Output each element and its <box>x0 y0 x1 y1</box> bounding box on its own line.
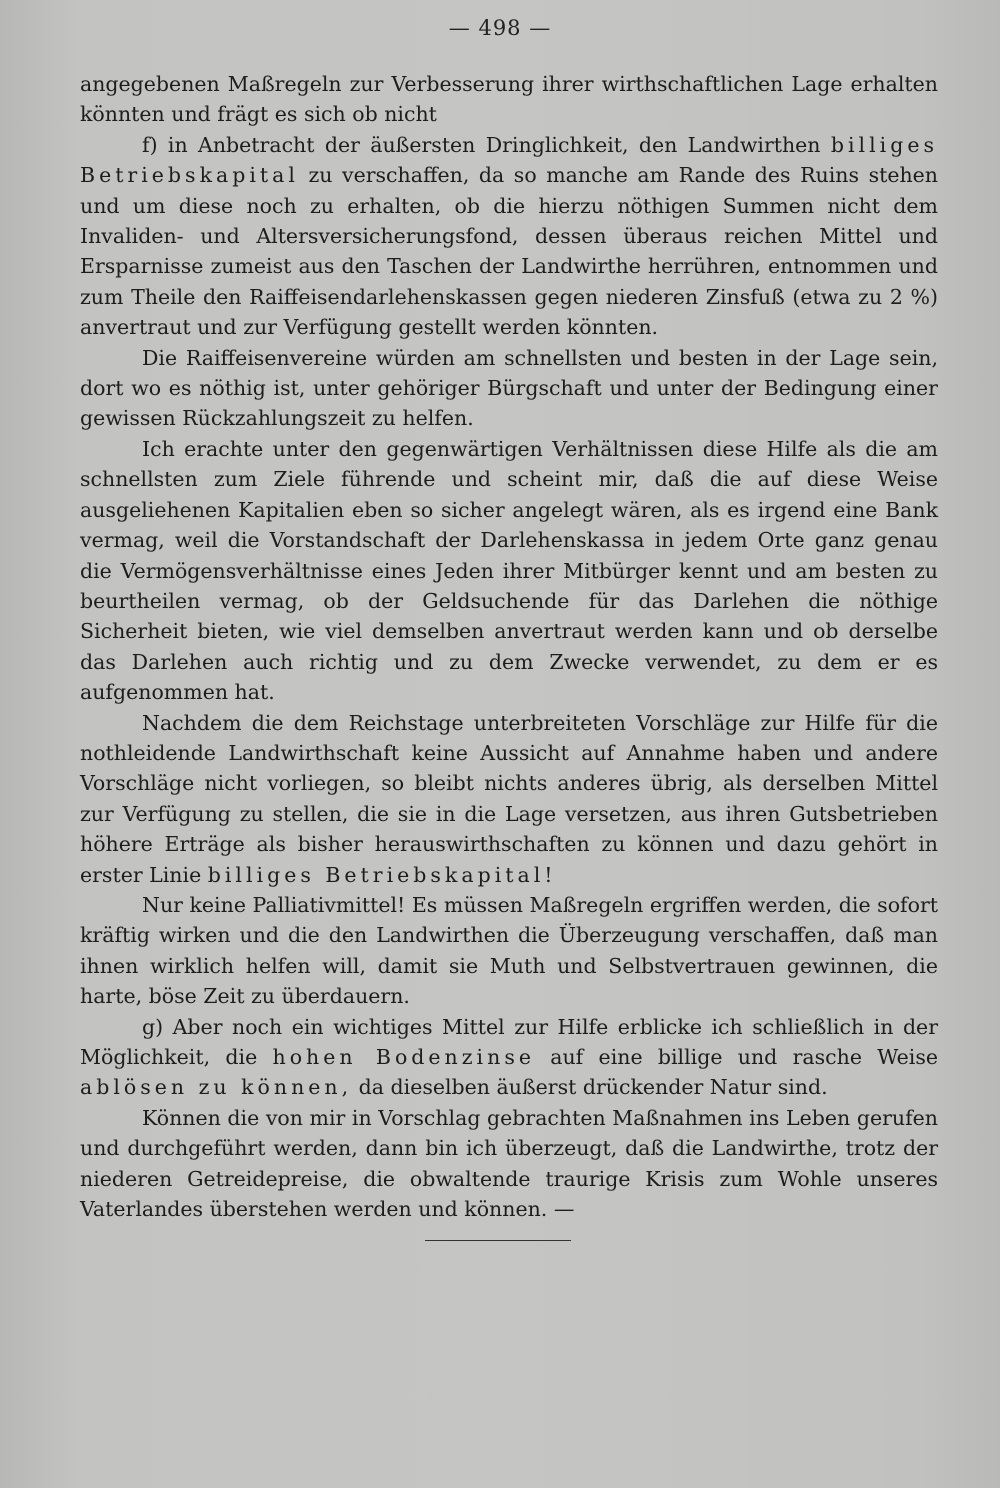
paragraph-continuation: angegebenen Maßregeln zur Verbesserung ihrer wirthschaftlichen Lage erhalten könnten und frägt es sich ob nicht <box>80 72 938 127</box>
closing-rule <box>425 1240 571 1241</box>
paragraph-g-text-mid: auf eine billige und rasche Weise <box>534 1045 938 1069</box>
paragraph-g <box>80 1012 938 1103</box>
emphasis-billiges-betriebskapital-2: billiges Betriebskapital! <box>207 862 557 887</box>
paragraph-nachdem-text: Nachdem die dem Reichstage unterbreiteten Vorschläge zur Hilfe für die nothleidende Landwirthschaft keine Aussicht auf Annahme haben und andere Vorschläge nicht vorliegen, so bleibt nichts anderes übrig, als derselben Mittel zur Verfügung zu stellen, die sie in die Lage versetzen, aus ihren Gutsbetrieben höhere Erträge als bisher herauswirthschaften zu können und dazu gehört in erster Linie <box>80 710 938 887</box>
paragraph-raiffeisen: Die Raiffeisenvereine würden am schnellsten und besten in der Lage sein, dort wo es nöthig ist, unter gehöriger Bürgschaft und unter der Bedingung einer gewissen Rückzahlungszeit zu helfen. <box>80 345 938 431</box>
paragraph-f <box>80 130 938 343</box>
page-number: — 498 — <box>448 16 552 40</box>
paragraph-palliativ: Nur keine Palliativmittel! Es müssen Maßregeln ergriffen werden, die sofort kräftig wirken und die den Landwirthen die Überzeugung verschaffen, daß man ihnen wirklich helfen will, damit sie Muth und Selbstvertrauen gewinnen, die harte, böse Zeit zu überdauern. <box>80 892 938 1009</box>
body-text <box>80 69 938 1224</box>
emphasis-abloesen: ablösen zu können, <box>80 1075 353 1100</box>
paragraph-nachdem <box>80 708 938 890</box>
paragraph-f-text-rest: zu verschaffen, da so manche am Rande des Ruins stehen und um diese noch zu erhalten, ob die hierzu nöthigen Summen nicht dem Invaliden- und Altersversicherungsfond, dessen überaus reichen Mittel und Ersparnisse zumeist aus den Taschen der Landwirthe herrühren, entnommen und zum Theile den Raiffeisendarlehenskassen gegen niederen Zinsfuß (etwa zu 2 %) anvertraut und zur Verfügung gestellt werden könnten. <box>80 163 938 340</box>
emphasis-billiges-betriebskapital: billiges Betriebskapital <box>80 132 938 188</box>
paragraph-f-text: f) in Anbetracht der äußersten Dringlichkeit, den Landwirthen <box>142 132 831 157</box>
paragraph-g-text: g) Aber noch ein wichtiges Mittel zur Hilfe erblicke ich schließlich in der Möglichkeit, die <box>80 1014 938 1069</box>
paragraph-schluss: Können die von mir in Vorschlag gebrachten Maßnahmen ins Leben gerufen und durchgeführt werden, dann bin ich überzeugt, daß die Landwirthe, trotz der niederen Getreidepreise, die obwaltende traurige Krisis zum Wohle unseres Vaterlandes überstehen werden und können. — <box>80 1105 938 1222</box>
paragraph-erachte: Ich erachte unter den gegenwärtigen Verhältnissen diese Hilfe als die am schnellsten zum Ziele führende und scheint mir, daß die auf diese Weise ausgeliehenen Kapitalien eben so sicher angelegt wären, als es irgend eine Bank vermag, weil die Vorstandschaft der Darlehenskassa in jedem Orte ganz genau die Vermögensverhältnisse eines Jeden ihrer Mitbürger kennt und am besten zu beurtheilen vermag, ob der Geldsuchende für das Darlehen die nöthige Sicherheit bieten, wie viel demselben anvertraut werden kann und ob derselbe das Darlehen auch richtig und zu dem Zwecke verwendet, zu dem er es aufgenommen hat. <box>80 436 938 705</box>
emphasis-hohen-bodenzinse: hohen Bodenzinse <box>272 1045 535 1069</box>
paragraph-g-text-end: da dieselben äußerst drückender Natur sind. <box>352 1075 828 1100</box>
